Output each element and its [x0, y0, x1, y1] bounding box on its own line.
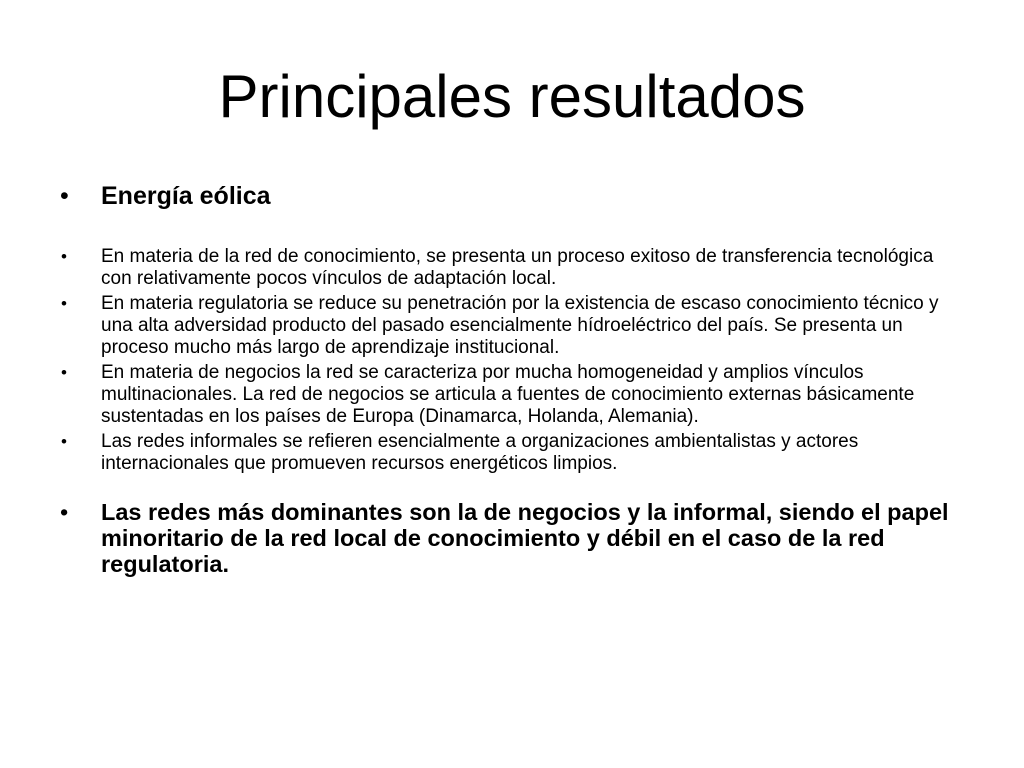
bullet-text: En materia de negocios la red se caracteriza por mucha homogeneidad y amplios vínculos multinacionales. La red de negocios se articula a fuentes de conocimiento externas básicamente sustentadas en los países de Europa (Dinamarca, Holanda, Alemania).	[101, 362, 915, 427]
bullet-text: En materia regulatoria se reduce su penetración por la existencia de escaso conocimiento técnico y una alta adversidad producto del pasado esencialmente hídroeléctrico del país. Se presenta un proceso mucho más largo de aprendizaje institucional.	[101, 293, 939, 358]
slide-title: Principales resultados	[218, 63, 806, 130]
bullet-icon: •	[60, 182, 69, 210]
bullet-conclusion	[58, 499, 968, 577]
bullet-icon: •	[61, 363, 67, 382]
bullet-text: En materia de la red de conocimiento, se presenta un proceso exitoso de transferencia tecnológica con relativamente pocos vínculos de adaptación local.	[101, 246, 934, 289]
bullet-icon: •	[60, 499, 69, 525]
bullet-point-informal	[58, 431, 968, 475]
conclusion-text: Las redes más dominantes son la de negocios y la informal, siendo el papel minoritario de la red local de conocimiento y débil en el caso de la red regulatoria.	[101, 499, 949, 577]
bullet-point-regulatory	[58, 293, 968, 359]
heading-text: Energía eólica	[101, 182, 271, 210]
bullet-icon: •	[61, 294, 67, 313]
bullet-list	[58, 178, 968, 577]
bullet-heading	[58, 178, 968, 214]
bullet-point-business	[58, 362, 968, 428]
bullet-icon: •	[61, 432, 67, 451]
bullet-icon: •	[61, 247, 67, 266]
bullet-point-knowledge	[58, 246, 968, 290]
bullet-text: Las redes informales se refieren esencialmente a organizaciones ambientalistas y actores internacionales que promueven recursos energéticos limpios.	[101, 431, 859, 474]
